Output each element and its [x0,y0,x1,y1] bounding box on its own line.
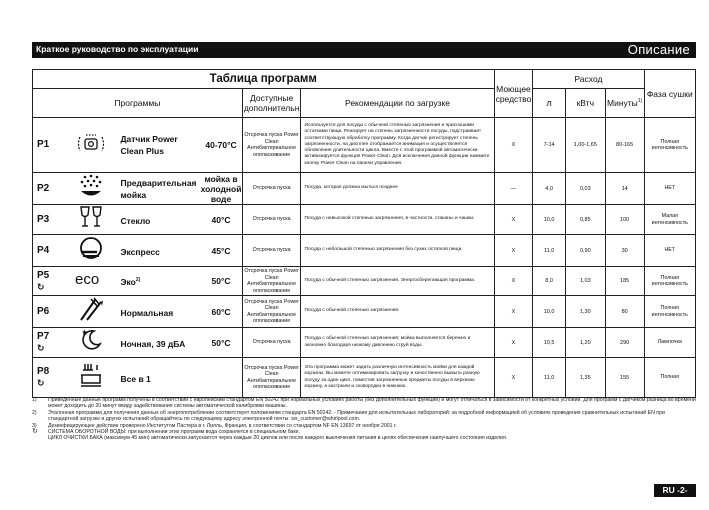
program-liters: 10,5 [533,328,566,358]
program-row [33,358,696,398]
program-number: P5 ↻ [33,267,64,296]
footnote-text: Приведенные данные программ получены в соответствии с европейским стандартом EN 50242 при нормальных условиях работы (без дополнительных функций) и могут отличаться в зависимости от конкретных условий. Для программ с датчиком разница во времени может доходить до 20 минут ввиду задействования системы автоматической калибровки машины. [48,397,696,410]
program-drying: Ламлочка [644,328,695,358]
program-options: Отсрочка пуска [242,328,301,358]
program-row [33,328,696,358]
program-temperature: 50°C [200,328,242,358]
table-title: Таблица программ [33,70,495,89]
program-temperature: 40-70°C [200,118,242,173]
program-liters: 4,0 [533,173,566,205]
program-kwh: 1,35 [565,358,605,398]
program-minutes: 30 [605,235,644,267]
program-row [33,205,696,235]
program-drying: Малая интенсивность [644,205,695,235]
program-liters: 8,0 [533,267,566,296]
program-recommendation: Посуда с невысокой степенью загрязнения, в частности, стаканы и чашки. [301,205,494,235]
eco-icon [64,267,119,296]
col-header-programs: Программы [33,89,243,118]
svg-text:eco: eco [75,270,100,288]
program-options: Отсрочка пуска Power Clean Антибактериальное ополаскивание [242,118,301,173]
header-left-title: Краткое руководство по эксплуатации [36,44,199,54]
footnote-marker: 3) [32,422,37,429]
program-liters: 11,0 [533,235,566,267]
program-temperature: 60°C [200,296,242,328]
program-liters: 10,0 [533,205,566,235]
program-number: P4 [33,235,64,267]
program-temperature [200,358,242,398]
program-recommendation: Эта программа может задать различную интенсивность мойки для каждой корзины. Вы можете оптимизировать загрузку и качественно вымыть разную посуду за один цикл, поместив загрязненные предметы посуды в верхнюю корзину, а кастрюли и сковородки в нижнюю. [301,358,494,398]
program-row [33,296,696,328]
program-number: P2 [33,173,64,205]
footnote-text: СИСТЕМА ОБОРОТНОЙ ВОДЫ: при выполнении этих программ вода сохраняется в специальном баке. [48,429,300,436]
program-name: Предварительная мойка [118,173,200,205]
col-header-detergent: Моющее средство [494,70,533,118]
header-right-title: Описание [627,42,690,57]
col-header-minutes: Минуты$^{1)}$ [605,89,644,118]
program-kwh: 1,03 [565,267,605,296]
col-header-options: Доступные дополнительн [242,89,301,118]
program-drying: Полная интенсивность [644,296,695,328]
program-temperature: 50°C [200,267,242,296]
footnote-text: Эталонная программа для получения данных об энергопотреблении соответствует положениям стандарта EN 50242. - Примечания для испытательных лабораторий: за подробной информацией об условиях проведения сравнительных испытаний EN при стандартной загрузке и других испытаний обращайтесь по следующему адресу электронной почты: ws_customer@whirlpool.com. [48,409,665,423]
program-temperature: 40°C [200,205,242,235]
all-in-one-icon [64,358,119,398]
program-name: Все в 1 [118,358,200,398]
program-recommendation: Используется для посуды с обычной степенью загрязнения и присохшими остатками пищи. Реагирует на степень загрязненности посуды, подстраивает соответствующую обработку программу. Когда датчик регистрирует степень загрязненности, на дисплее отображается анимация и осуществляется обновление длительности цикла. Вместе с этой программой автоматически активизируется функция Power Clean. Для исключения данной функции нажмите кнопку Power Clean на панели управления. [301,118,494,173]
footnote-text: ЦИКЛ ОЧИСТКИ БАКА (максимум 45 мин) автоматически запускается через каждые 20 циклов или после каждого выключения питания в целях обеспечения наилучшего состояния изделия. [48,435,508,442]
program-detergent: X [494,296,533,328]
program-name: Экспресс [118,235,200,267]
program-detergent: X [494,118,533,173]
program-minutes: 185 [605,267,644,296]
prewash-drops-icon [64,173,119,205]
program-row [33,173,696,205]
footnote [32,410,696,423]
express-plate-icon [64,235,119,267]
col-header-drying: Фаза сушки [644,70,695,118]
program-temperature: мойка в холодной воде [200,173,242,204]
program-drying: Полная интенсивность [644,118,695,173]
page-header-bar [32,42,696,58]
program-drying: Полная интенсивность [644,267,695,296]
footnotes [32,397,696,442]
program-minutes: 155 [605,358,644,398]
program-row [33,235,696,267]
water-recycle-icon: ↻ [37,378,45,388]
program-number: P8 ↻ [33,358,64,398]
program-options: Отсрочка пуска Power Clean Антибактериальное ополаскивание [242,267,301,296]
program-number: P1 [33,118,64,173]
program-detergent: — [494,173,533,205]
program-name: Датчик Power Clean Plus [118,118,200,173]
program-liters: 11,0 [533,358,566,398]
program-kwh: 0,90 [565,235,605,267]
water-recycle-icon: ↻ [37,281,45,292]
program-number: P3 [33,205,64,235]
program-kwh: 1,00-1,65 [565,118,605,173]
program-name: Нормальная [118,296,200,328]
program-liters: 10,0 [533,296,566,328]
program-kwh: 1,20 [565,328,605,358]
program-minutes: 100 [605,205,644,235]
footnote [32,435,696,441]
program-options: Отсрочка пуска Power Clean Антибактериальное ополаскивание [242,358,301,398]
program-recommendation: Посуда, которая должна мыться позднее [301,173,494,205]
program-kwh: 1,30 [565,296,605,328]
col-header-liters: л [533,89,566,118]
program-liters: 7-14 [533,118,566,173]
program-recommendation: Посуда с обычной степенью загрязнения. Энергосберегающая программа. [301,267,494,296]
normal-cutlery-icon [64,296,119,328]
footnote-marker: 2) [32,409,37,416]
program-minutes: 14 [605,173,644,205]
program-recommendation: Посуда с обычной степенью загрязнения; мойка выполняется бережно и экономно благодаря низкому давлению струй воды. [301,328,494,358]
program-row [33,118,696,173]
program-recommendation: Посуда с небольшой степенью загрязнения без сухих остатков пищи. [301,235,494,267]
program-kwh: 0,85 [565,205,605,235]
footnote [32,397,696,410]
program-detergent: X [494,205,533,235]
program-detergent: X [494,328,533,358]
program-name: Ночная, 39 дБА [118,328,200,358]
program-name: Стекло [118,205,200,235]
night-moon-icon [64,328,119,358]
sensor-power-clean-icon [64,118,119,173]
program-drying: НЕТ [644,235,695,267]
program-minutes: 80 [605,296,644,328]
program-options: Отсрочка пуска [242,205,301,235]
program-kwh: 0,03 [565,173,605,205]
program-table [32,69,696,398]
footnote-marker: 1) [32,397,37,403]
program-number: P7 ↻ [33,328,64,358]
col-header-kwh: кВтч [565,89,605,118]
program-name: Эко$^{2)}$ [118,267,200,296]
page-number: RU -2- [654,484,696,497]
program-detergent: X [494,235,533,267]
program-minutes: 290 [605,328,644,358]
footnote-marker [32,435,48,441]
footnote-marker: ↻ [32,428,38,436]
col-header-recommendations: Рекомендации по загрузке [301,89,494,118]
program-row [33,267,696,296]
footnote-text: Дезинфицирующее действие проверено Институтом Пастера в г. Лилль, Франция, в соответствии со стандартом NF EN 13697 от ноября 2001 г. [48,422,397,429]
program-options: Отсрочка пуска [242,173,301,205]
program-temperature: 45°C [200,235,242,267]
program-number: P6 [33,296,64,328]
program-detergent: X [494,267,533,296]
col-header-consumption: Расход [533,70,644,89]
program-drying: НЕТ [644,173,695,205]
program-options: Отсрочка пуска [242,235,301,267]
program-minutes: 80-165 [605,118,644,173]
program-detergent: X [494,358,533,398]
program-options: Отсрочка пуска Power Clean Антибактериальное ополаскивание [242,296,301,328]
water-recycle-icon: ↻ [37,343,45,353]
program-recommendation: Посуда с обычной степенью загрязнения. [301,296,494,328]
program-drying: Полная [644,358,695,398]
glasses-icon [64,205,119,235]
